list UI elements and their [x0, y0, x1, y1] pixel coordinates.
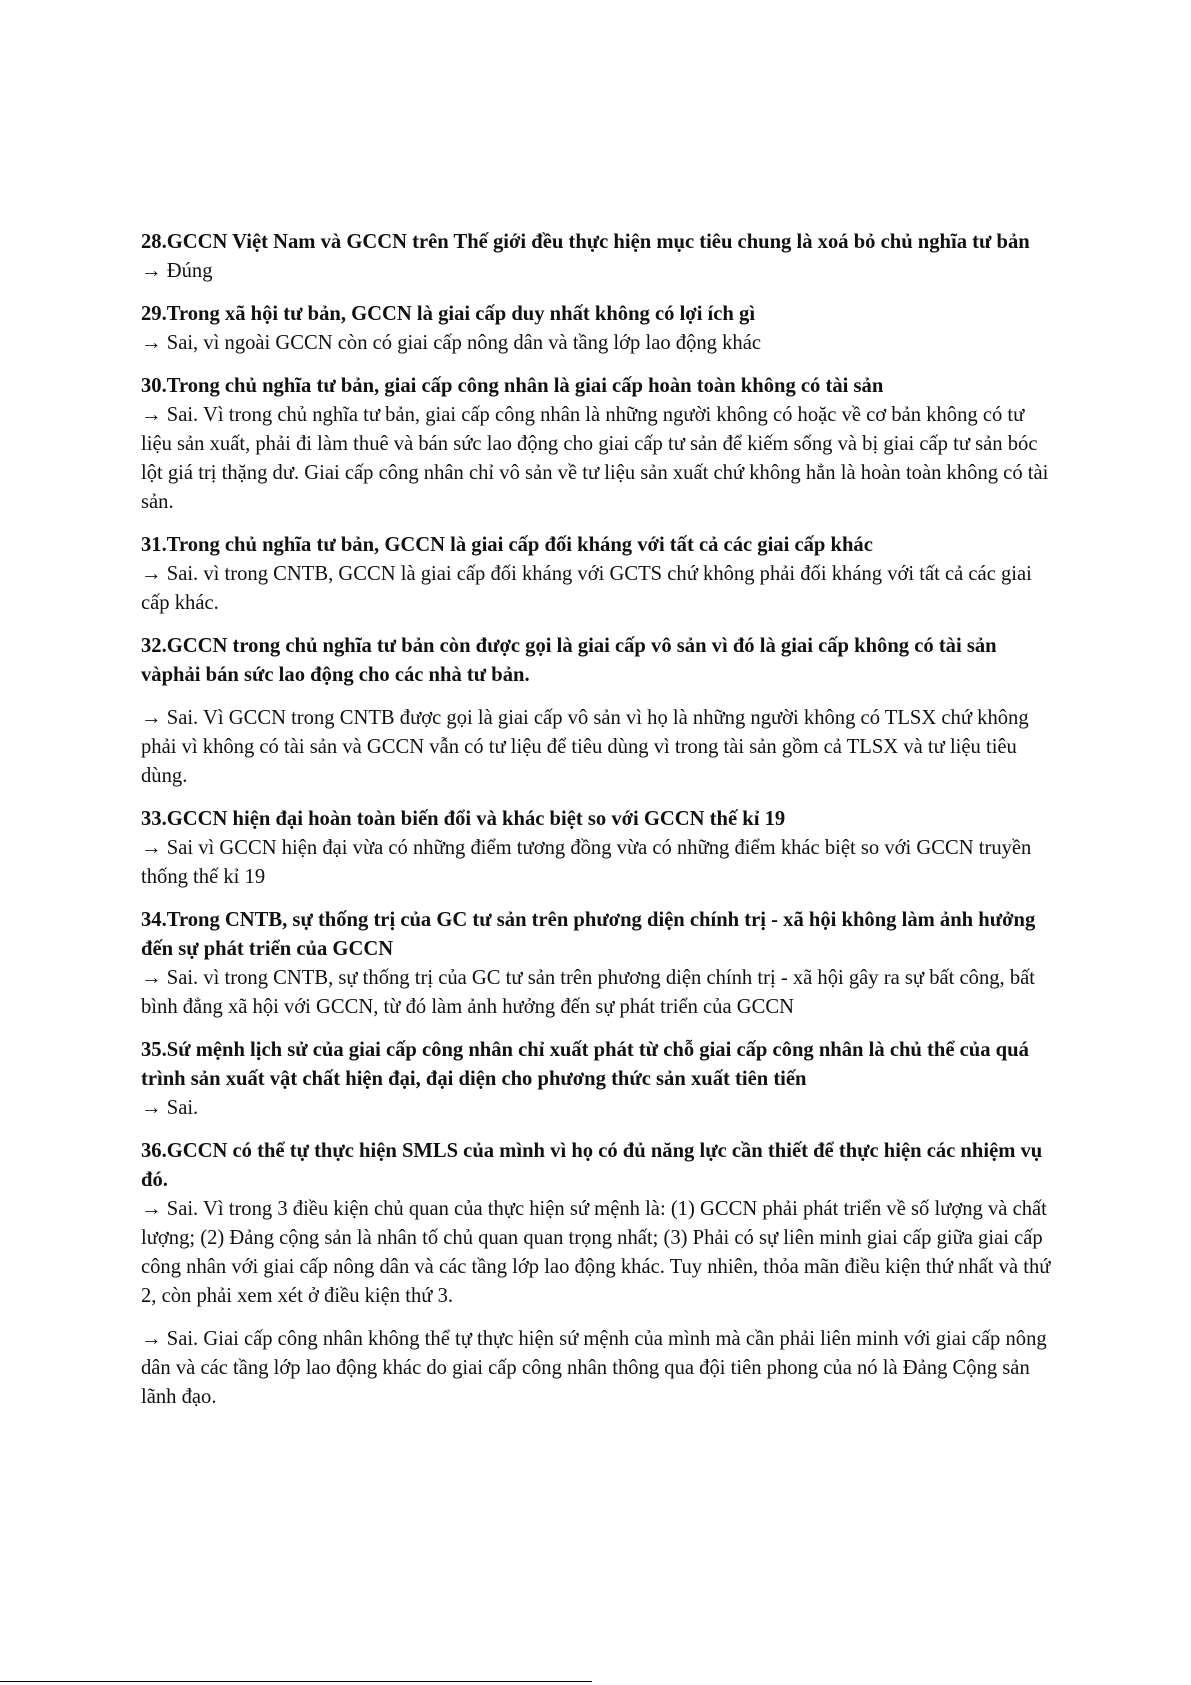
question-text: 36.GCCN có thể tự thực hiện SMLS của mình vì họ có đủ năng lực cần thiết để thực hiện các nhiệm vụ đó. — [141, 1140, 1043, 1191]
document-page — [141, 228, 1057, 1426]
answer-text: → Sai. Giai cấp công nhân không thể tự thực hiện sứ mệnh của mình mà cần phải liên minh với giai cấp nông dân và các tầng lớp lao động khác do giai cấp công nhân thông qua đội tiên phong của nó là Đảng Cộng sản lãnh đạo. — [141, 1328, 1047, 1408]
question-text: 28.GCCN Việt Nam và GCCN trên Thế giới đều thực hiện mục tiêu chung là xoá bỏ chủ nghĩa tư bản — [141, 231, 1030, 253]
answer-text: → Sai vì GCCN hiện đại vừa có những điểm tương đồng vừa có những điểm khác biệt so với GCCN truyền thống thế kỉ 19 — [141, 837, 1032, 888]
qa-item-32 — [141, 632, 1057, 791]
answer-text: → Sai. vì trong CNTB, sự thống trị của GC tư sản trên phương diện chính trị - xã hội gây ra sự bất công, bất bình đẳng xã hội với GCCN, từ đó làm ảnh hưởng đến sự phát triển của GCCN — [141, 967, 1036, 1018]
question-text: 32.GCCN trong chủ nghĩa tư bản còn được gọi là giai cấp vô sản vì đó là giai cấp không có tài sản vàphải bán sức lao động cho các nhà tư bản. — [141, 635, 997, 686]
question-text: 34.Trong CNTB, sự thống trị của GC tư sản trên phương diện chính trị - xã hội không làm ảnh hưởng đến sự phát triển của GCCN — [141, 909, 1036, 960]
question-text: 33.GCCN hiện đại hoàn toàn biến đổi và khác biệt so với GCCN thế kỉ 19 — [141, 808, 786, 830]
qa-item-34 — [141, 906, 1057, 1022]
question-text: 29.Trong xã hội tư bản, GCCN là giai cấp duy nhất không có lợi ích gì — [141, 303, 756, 325]
qa-item-36 — [141, 1137, 1057, 1412]
answer-text: → Sai. Vì trong chủ nghĩa tư bản, giai cấp công nhân là những người không có hoặc về cơ bản không có tư liệu sản xuất, phải đi làm thuê và bán sức lao động cho giai cấp tư sản để kiếm sống và bị giai cấp tư sản bóc lột giá trị thặng dư. Giai cấp công nhân chỉ vô sản về tư liệu sản xuất chứ không hẳn là hoàn toàn không có tài sản. — [141, 404, 1049, 513]
qa-item-30 — [141, 372, 1057, 517]
question-text: 31.Trong chủ nghĩa tư bản, GCCN là giai cấp đối kháng với tất cả các giai cấp khác — [141, 534, 873, 556]
qa-item-28 — [141, 228, 1057, 286]
qa-item-29 — [141, 300, 1057, 358]
answer-text: → Đúng — [141, 260, 213, 282]
answer-text: → Sai, vì ngoài GCCN còn có giai cấp nông dân và tầng lớp lao động khác — [141, 332, 761, 354]
answer-text: → Sai. Vì GCCN trong CNTB được gọi là giai cấp vô sản vì họ là những người không có TLSX chứ không phải vì không có tài sản và GCCN vẫn có tư liệu để tiêu dùng vì trong tài sản gồm cả TLSX và tư liệu tiêu dùng. — [141, 707, 1029, 787]
answer-text: → Sai. Vì trong 3 điều kiện chủ quan của thực hiện sứ mệnh là: (1) GCCN phải phát triển về số lượng và chất lượng; (2) Đảng cộng sản là nhân tố chủ quan quan trọng nhất; (3) Phải có sự liên minh giai cấp giữa giai cấp công nhân với giai cấp nông dân và các tầng lớp lao động khác. Tuy nhiên, thỏa mãn điều kiện thứ nhất và thứ 2, còn phải xem xét ở điều kiện thứ 3. — [141, 1198, 1051, 1307]
question-text: 30.Trong chủ nghĩa tư bản, giai cấp công nhân là giai cấp hoàn toàn không có tài sản — [141, 375, 884, 397]
qa-item-31 — [141, 531, 1057, 618]
question-text: 35.Sứ mệnh lịch sử của giai cấp công nhân chỉ xuất phát từ chỗ giai cấp công nhân là chủ thể của quá trình sản xuất vật chất hiện đại, đại diện cho phương thức sản xuất tiên tiến — [141, 1039, 1029, 1090]
qa-item-33 — [141, 805, 1057, 892]
qa-item-35 — [141, 1036, 1057, 1123]
answer-text: → Sai. — [141, 1097, 199, 1119]
page-bottom-divider — [0, 1681, 592, 1682]
answer-text: → Sai. vì trong CNTB, GCCN là giai cấp đối kháng với GCTS chứ không phải đối kháng với tất cả các giai cấp khác. — [141, 563, 1032, 614]
